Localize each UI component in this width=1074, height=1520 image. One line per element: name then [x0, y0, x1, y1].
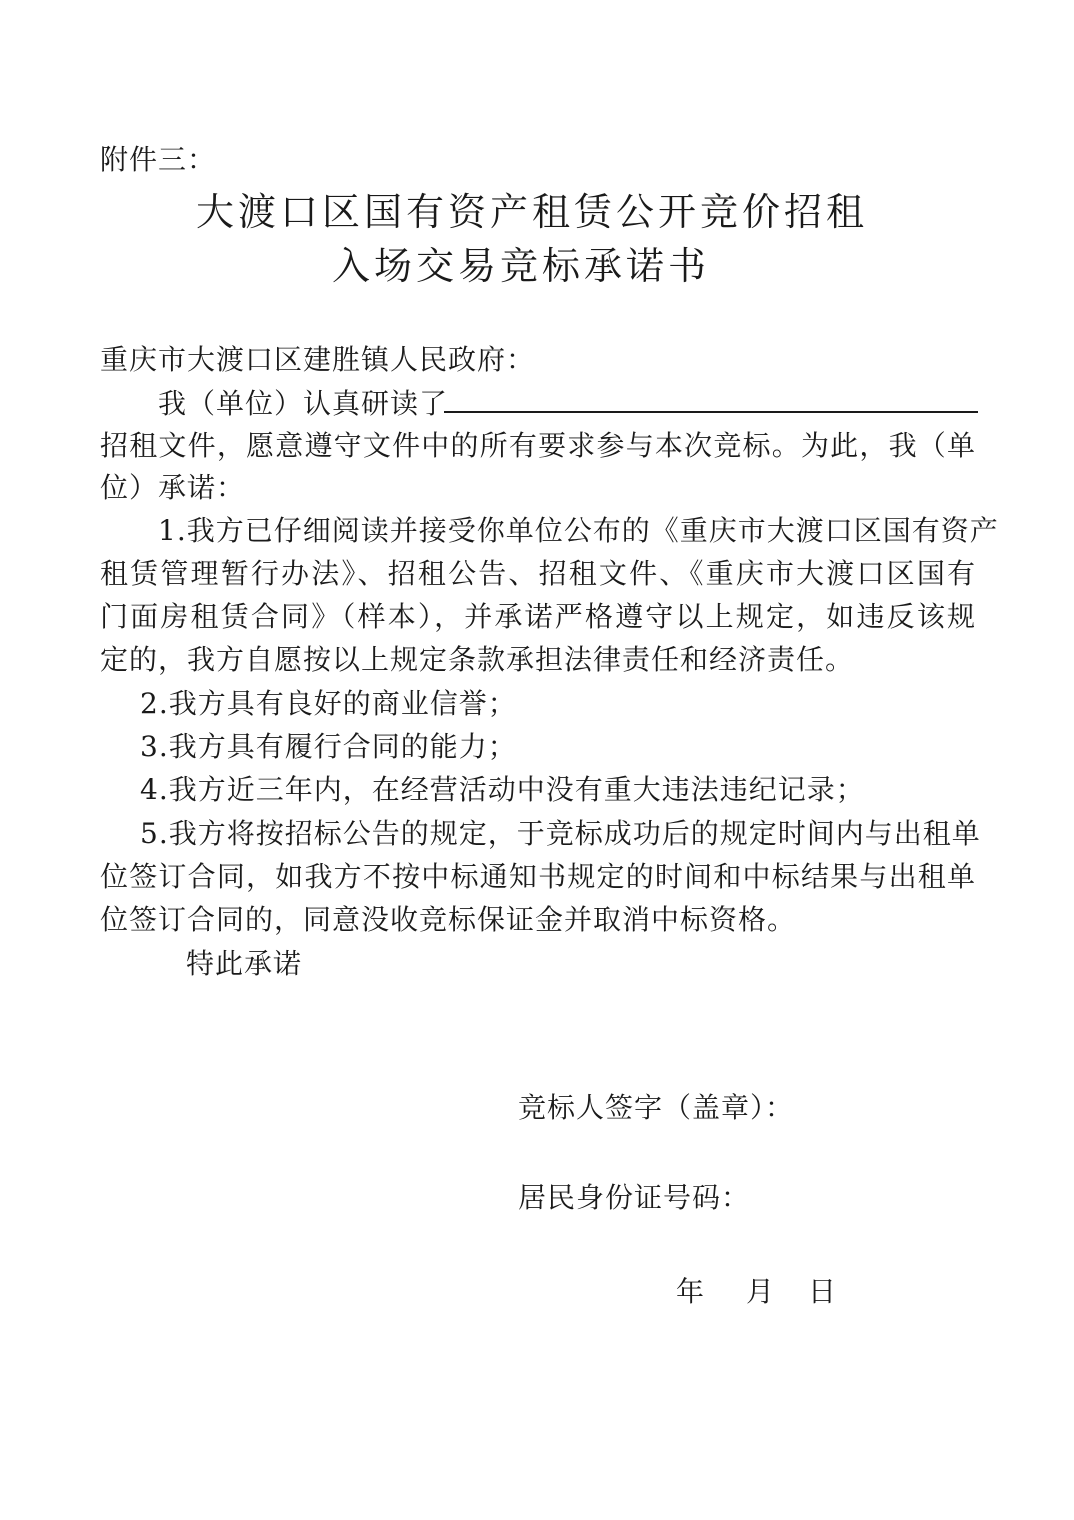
item-5-line-2: 位签订合同，如我方不按中标通知书规定的时间和中标结果与出租单 — [100, 860, 976, 893]
item-4: 4.我方近三年内，在经营活动中没有重大违法违纪记录； — [140, 773, 865, 806]
intro-prefix: 我（单位）认真研读了 — [158, 387, 449, 420]
title-line-1: 大渡口区国有资产租赁公开竞价招租 — [196, 190, 869, 234]
item-1-line-2: 租赁管理暂行办法》、招租公告、招租文件、《重庆市大渡口区国有 — [100, 557, 976, 590]
intro-line-2: 招租文件，愿意遵守文件中的所有要求参与本次竞标。为此，我（单 — [100, 429, 976, 462]
item-2: 2.我方具有良好的商业信誉； — [140, 687, 517, 720]
closing-statement: 特此承诺 — [186, 947, 303, 980]
item-1-line-1: 1.我方已仔细阅读并接受你单位公布的《重庆市大渡口区国有资产 — [158, 514, 999, 547]
item-5-line-3: 位签订合同的，同意没收竞标保证金并取消中标资格。 — [100, 903, 797, 936]
document-name-blank-line — [444, 411, 978, 413]
item-5-line-1: 5.我方将按招标公告的规定，于竞标成功后的规定时间内与出租单 — [140, 817, 981, 850]
date-year: 年 — [676, 1275, 706, 1308]
title-line-2: 入场交易竞标承诺书 — [332, 244, 711, 288]
item-1-line-4: 定的，我方自愿按以上规定条款承担法律责任和经济责任。 — [100, 643, 855, 676]
date-day: 日 — [808, 1275, 838, 1308]
item-3: 3.我方具有履行合同的能力； — [140, 730, 517, 763]
date-month: 月 — [746, 1275, 776, 1308]
attachment-label: 附件三： — [100, 143, 217, 176]
item-1-line-3: 门面房租赁合同》（样本），并承诺严格遵守以上规定，如违反该规 — [100, 600, 976, 633]
bidder-signature-label: 竞标人签字（盖章）： — [518, 1091, 795, 1124]
id-number-label: 居民身份证号码： — [518, 1181, 751, 1214]
addressee: 重庆市大渡口区建胜镇人民政府： — [100, 343, 536, 376]
intro-line-3: 位）承诺： — [100, 471, 246, 504]
